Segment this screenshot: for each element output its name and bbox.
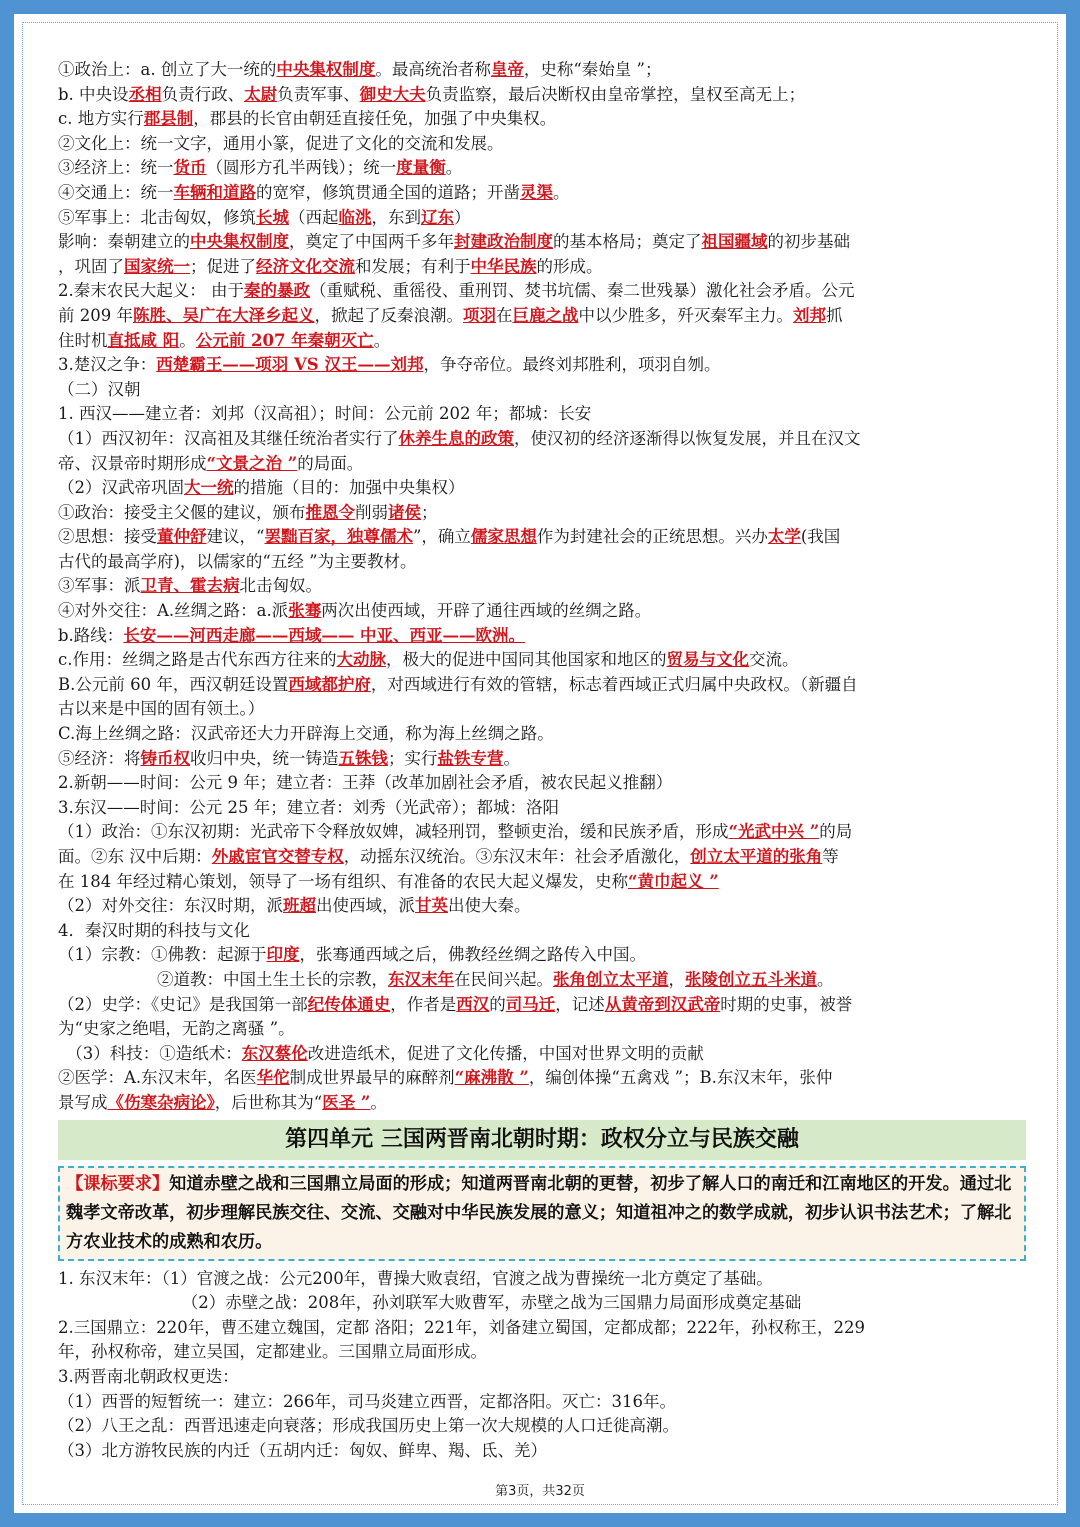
key-term: 郡县制 xyxy=(143,109,194,129)
key-term: 罢黜百家，独尊儒术 xyxy=(264,527,413,547)
key-term: 纪传体通史 xyxy=(307,994,391,1014)
text-line: ①政治：接受主父偃的建议，颁布推恩令削弱诸侯； xyxy=(58,502,438,522)
text-line: ④对外交往：A.丝绸之路：a.派张骞两次出使西域，开辟了通往西域的丝绸之路。 xyxy=(58,601,652,621)
text-line: ②医学：A.东汉末年，名医华佗制成世界最早的麻醉剂“麻沸散 ”，编创体操“五禽戏 ”；B.东汉末年，张仲 xyxy=(58,1068,833,1088)
key-term: 印度 xyxy=(266,945,300,965)
key-term: 车辆和道路 xyxy=(173,182,256,202)
text-line: 在 184 年经过精心策划，领导了一场有组织、有准备的农民大起义爆发，史称“黄巾起义 ” xyxy=(58,871,719,891)
three-kingdoms-notes xyxy=(58,1267,1026,1464)
text-line: 3.楚汉之争：西楚霸王——项羽 VS 汉王——刘邦，争夺帝位。最终刘邦胜利，项羽自刎。 xyxy=(58,355,721,375)
text-line: 1. 西汉——建立者：刘邦（汉高祖）；时间：公元前 202 年；都城：长安 xyxy=(58,404,592,424)
page-number: 第3页，共32页 xyxy=(495,1484,585,1499)
key-term: 经济文化交流 xyxy=(256,256,355,276)
key-term: 华佗 xyxy=(256,1068,290,1088)
key-term: 公元前 207 年秦朝灭亡 xyxy=(195,330,374,350)
text-line: c. 地方实行郡县制，郡县的长官由朝廷直接任免，加强了中央集权。 xyxy=(58,109,557,129)
key-term: 直抵咸 阳 xyxy=(107,330,180,350)
key-term: 铸币权 xyxy=(140,748,190,768)
key-term: 卫青、霍去病 xyxy=(140,576,240,596)
key-term: 辽东 xyxy=(421,207,454,227)
key-term: 项羽 xyxy=(462,305,496,325)
text-line: （二）汉朝 xyxy=(58,379,141,399)
key-term: “麻沸散 ” xyxy=(454,1068,529,1088)
text-line: B.公元前 60 年，西汉朝廷设置西域都护府，对西域进行有效的管辖，标志着西域正式归属中央政权。（新疆自 xyxy=(58,674,858,694)
key-term: 张角创立太平道 xyxy=(553,969,669,989)
key-term: 董仲舒 xyxy=(157,527,207,547)
key-term: 推恩令 xyxy=(305,502,355,522)
unit-title: 第四单元 三国两晋南北朝时期：政权分立与民族交融 xyxy=(58,1120,1026,1160)
key-term: 从黄帝到汉武帝 xyxy=(604,994,721,1014)
key-term: 儒家思想 xyxy=(470,527,537,547)
key-term: 盐铁专营 xyxy=(437,748,504,768)
key-term: 医圣 ” xyxy=(322,1092,371,1112)
key-term: 中央集权制度 xyxy=(276,60,376,79)
text-line: （2）对外交往：东汉时期，派班超出使西域，派甘英出使大秦。 xyxy=(58,896,531,916)
key-term: 陈胜、吴广在大泽乡起义 xyxy=(132,305,315,325)
key-term: 西域都护府 xyxy=(288,674,371,694)
text-line: 1. 东汉末年：（1）官渡之战：公元200年，曹操大败袁绍，官渡之战为曹操统一北方奠定了基础。 xyxy=(58,1268,773,1288)
key-term: 司马迁 xyxy=(505,994,556,1014)
text-line: （1）西晋的短暂统一：建立：266年，司马炎建立西晋，定都洛阳。灭亡：316年。 xyxy=(58,1391,676,1411)
key-term: 中华民族 xyxy=(470,256,537,276)
key-term: 西楚霸王——项羽 VS 汉王——刘邦 xyxy=(156,355,424,375)
key-term: 临洮 xyxy=(338,207,372,227)
key-term: 皇帝 xyxy=(490,60,524,79)
key-term: 太学 xyxy=(767,527,801,547)
key-term: 贸易与文化 xyxy=(666,650,749,670)
key-term: 灵渠 xyxy=(520,182,553,202)
key-term: “黄巾起义 ” xyxy=(627,871,719,891)
key-term: 外戚宦官交替专权 xyxy=(211,847,344,866)
text-line: 3.两晋南北朝政权更迭： xyxy=(58,1366,239,1386)
text-line: 住时机直抵咸 阳。公元前 207 年秦朝灭亡。 xyxy=(58,330,391,350)
key-term: 巨鹿之战 xyxy=(512,305,579,325)
text-line: C.海上丝绸之路：汉武帝还大力开辟海上交通，称为海上丝绸之路。 xyxy=(58,724,554,744)
key-term: 御史大夫 xyxy=(359,84,426,104)
key-term: 大动脉 xyxy=(336,650,386,670)
key-term: 秦的暴政 xyxy=(244,281,310,301)
key-term: 国家统一 xyxy=(124,256,190,276)
key-term: 封建政治制度 xyxy=(454,232,553,252)
text-line: 2.新朝——时间：公元 9 年；建立者：王莽（改革加剧社会矛盾，被农民起义推翻） xyxy=(58,773,673,793)
key-term: 五铢钱 xyxy=(338,748,388,768)
text-line: 帝、汉景帝时期形成“文景之治 ”的局面。 xyxy=(58,453,364,473)
text-line: 4．秦汉时期的科技与文化 xyxy=(58,920,250,940)
text-line: 年，孙权称帝，建立吴国，定都建业。三国鼎立局面形成。 xyxy=(58,1342,487,1362)
qin-han-notes xyxy=(58,58,1026,1116)
text-line: （1）宗教：①佛教：起源于印度，张骞通西域之后，佛教经丝绸之路传入中国。 xyxy=(58,945,646,965)
text-line: （2）史学：《史记》是我国第一部纪传体通史，作者是西汉的司马迁，记述从黄帝到汉武帝时期的史事，被誉 xyxy=(58,994,853,1014)
key-term: 东汉末年 xyxy=(388,969,454,989)
text-line: 2.三国鼎立：220年，曹丕建立魏国，定都 洛阳；221年，刘备建立蜀国，定都成都；222年，孙权称王，229 xyxy=(58,1317,865,1337)
key-term: 张陵创立五斗米道 xyxy=(685,969,817,989)
key-term: 甘英 xyxy=(415,896,448,916)
text-line: 为“史家之绝唱，无韵之离骚 ”。 xyxy=(58,1019,295,1039)
key-term: 东汉蔡伦 xyxy=(241,1043,308,1063)
text-line: 古代的最高学府)，以儒家的“五经 ”为主要教材。 xyxy=(58,551,417,571)
text-line: ④交通上：统一车辆和道路的宽窄，修筑贯通全国的道路；开凿灵渠。 xyxy=(58,182,570,202)
requirement-tag: 【课标要求】 xyxy=(66,1173,170,1194)
page xyxy=(14,14,1066,1513)
text-line: 景写成《伤寒杂病论》，后世称其为“医圣 ”。 xyxy=(58,1092,387,1112)
key-term: 班超 xyxy=(283,896,316,916)
text-line: ，巩固了国家统一；促进了经济文化交流和发展；有利于中华民族的形成。 xyxy=(58,256,603,276)
text-line: 面。②东 汉中后期：外戚宦官交替专权，动摇东汉统治。③东汉末年：社会矛盾激化，创立太平道的张角等 xyxy=(58,847,839,866)
key-term: “光武中兴 ” xyxy=(728,822,820,842)
text-line: c.作用：丝绸之路是古代东西方往来的大动脉，极大的促进中国同其他国家和地区的贸易与文化交流。 xyxy=(58,650,799,670)
key-term: 《伤寒杂病论》 xyxy=(107,1092,215,1112)
text-line: 3.东汉——时间：公元 25 年；建立者：刘秀（光武帝）；都城：洛阳 xyxy=(58,797,559,817)
key-term: 祖国疆域 xyxy=(701,232,768,252)
key-term: 西汉 xyxy=(456,994,490,1014)
text-line: （2）汉武帝巩固大一统的措施（目的：加强中央集权） xyxy=(58,478,465,498)
key-term: 张骞 xyxy=(288,601,322,621)
text-line: （3）科技：①造纸术：东汉蔡伦改进造纸术，促进了文化传播，中国对世界文明的贡献 xyxy=(58,1043,704,1063)
text-line: ②文化上：统一文字，通用小篆，促进了文化的交流和发展。 xyxy=(58,133,504,153)
document-body xyxy=(58,58,1026,1463)
text-line: （1）西汉初年：汉高祖及其继任统治者实行了休养生息的政策，使汉初的经济逐渐得以恢复发展，并且在汉文 xyxy=(58,428,861,448)
text-line: ⑤经济：将铸币权收归中央，统一铸造五铢钱；实行盐铁专营。 xyxy=(58,748,520,768)
requirement-text: 知道赤壁之战和三国鼎立局面的形成；知道两晋南北朝的更替，初步了解人口的南迁和江南地区的开发。通过北魏孝文帝改革，初步理解民族交往、交流、交融对中华民族发展的意义；知道祖冲之的数学成就，初步认识书法艺术；了解北方农业技术的成熟和农历。 xyxy=(66,1173,1012,1252)
text-line: 影响：秦朝建立的中央集权制度，奠定了中国两千多年封建政治制度的基本格局；奠定了祖国疆域的初步基础 xyxy=(58,232,850,252)
text-line: b. 中央设丞相负责行政、太尉负责军事、御史大夫负责监察，最后决断权由皇帝掌控，皇权至高无上； xyxy=(58,84,806,104)
key-term: 长城 xyxy=(256,207,289,227)
text-line: （2）赤壁之战：208年，孙刘联军大败曹军，赤壁之战为三国鼎力局面形成奠定基础 xyxy=(58,1293,802,1313)
text-line: b.路线：长安——河西走廊——西域—— 中亚、西亚——欧洲。 xyxy=(58,625,526,645)
curriculum-requirement xyxy=(58,1166,1026,1261)
key-term: 度量衡 xyxy=(396,158,446,178)
text-line: 古以来是中国的固有领土。） xyxy=(58,699,265,719)
text-line: ②道教：中国土生土长的宗教，东汉末年在民间兴起。张角创立太平道，张陵创立五斗米道。 xyxy=(58,969,834,989)
key-term: 刘邦 xyxy=(792,305,826,325)
text-line: ③军事：派卫青、霍去病北击匈奴。 xyxy=(58,576,322,596)
text-line: 前 209 年陈胜、吴广在大泽乡起义，掀起了反秦浪潮。项羽在巨鹿之战中以少胜多，歼灭秦军主力。刘邦抓 xyxy=(58,305,843,325)
key-term: 丞相 xyxy=(128,84,162,104)
key-term: 诸侯 xyxy=(388,502,421,522)
key-term: 休养生息的政策 xyxy=(398,428,514,448)
text-line: （3）北方游牧民族的内迁（五胡内迁：匈奴、鲜卑、羯、氐、羌） xyxy=(58,1440,547,1460)
text-line: 2.秦末农民大起义： 由于秦的暴政（重赋税、重徭役、重刑罚、焚书坑儒、秦二世残暴）激化社会矛盾。公元 xyxy=(58,281,855,301)
key-term: 长安——河西走廊——西域—— 中亚、西亚——欧洲。 xyxy=(123,625,526,645)
text-line: ②思想：接受董仲舒建议，“罢黜百家，独尊儒术”，确立儒家思想作为封建社会的正统思想。兴办太学(我国 xyxy=(58,527,841,547)
text-line: ③经济上：统一货币（圆形方孔半两钱）；统一度量衡。 xyxy=(58,158,463,178)
text-line: ①政治上：a. 创立了大一统的中央集权制度。最高统治者称皇帝，史称“秦始皇 ”； xyxy=(58,60,662,79)
text-line: （1）政治：①东汉初期：光武帝下令释放奴婢，减轻刑罚，整顿吏治，缓和民族矛盾，形成“光武中兴 ”的局 xyxy=(58,822,853,842)
text-line: （2）八王之乱：西晋迅速走向衰落；形成我国历史上第一次大规模的人口迁徙高潮。 xyxy=(58,1416,679,1436)
key-term: 货币 xyxy=(173,158,207,178)
key-term: 中央集权制度 xyxy=(190,232,289,252)
key-term: 创立太平道的张角 xyxy=(690,847,823,866)
key-term: “文景之治 ” xyxy=(206,453,298,473)
key-term: 太尉 xyxy=(244,84,278,104)
text-line: ⑤军事上：北击匈奴，修筑长城（西起临洮，东到辽东） xyxy=(58,207,471,227)
key-term: 大一统 xyxy=(184,478,234,498)
